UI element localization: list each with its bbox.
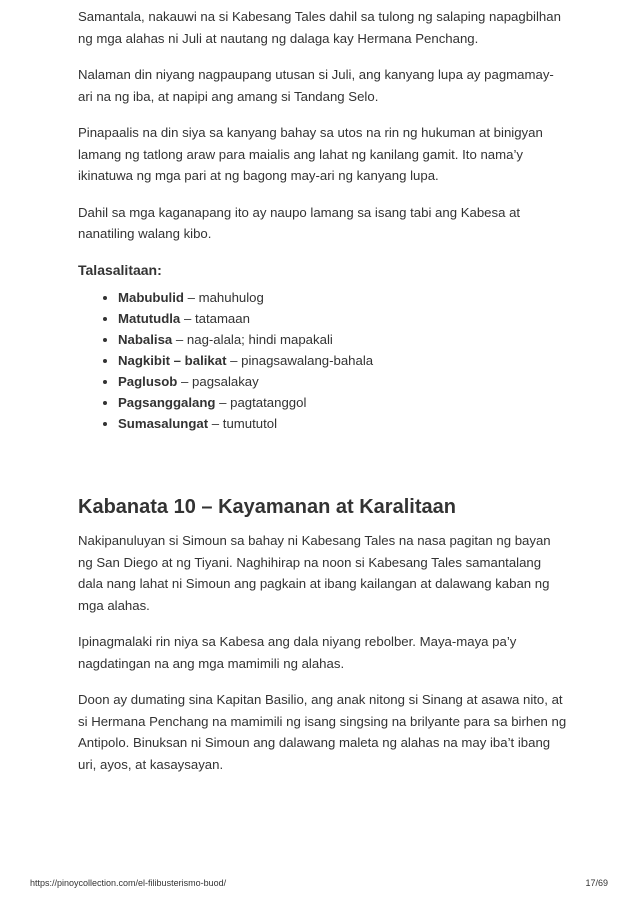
glossary-definition: – nag-alala; hindi mapakali — [172, 332, 333, 347]
glossary-definition: – tumututol — [208, 416, 278, 431]
list-item — [118, 287, 568, 308]
paragraph: Doon ay dumating sina Kapitan Basilio, ang anak nitong si Sinang at asawa nito, at si Hermana Penchang na mamimili ng isang singsing na brilyante para sa birhen ng Antipolo. Binuksan ni Simoun ang dalawang maleta ng alahas na may iba’t ibang uri, ayos, at kasaysayan. — [78, 692, 567, 772]
list-item — [118, 308, 568, 329]
glossary-definition: – tatamaan — [180, 311, 250, 326]
paragraph: Nakipanuluyan si Simoun sa bahay ni Kabesang Tales na nasa pagitan ng bayan ng San Diego at ng Tiyani. Naghihirap na noon si Kabesang Tales samantalang dala nang lahat ni Simoun ang pagkain at ibang kailangan at dalawang kaban ng mga alahas. — [78, 533, 551, 613]
list-item — [118, 392, 568, 413]
footer-url[interactable]: https://pinoycollection.com/el-filibusterismo-buod/ — [30, 878, 227, 888]
glossary-definition: – pagtatanggol — [215, 395, 307, 410]
glossary-heading: Talasalitaan: — [78, 261, 162, 278]
paragraph: Samantala, nakauwi na si Kabesang Tales dahil sa tulong ng salaping napagbilhan ng mga alahas ni Juli at nautang ng dalaga kay Hermana Penchang. — [78, 9, 561, 46]
glossary-term: Matutudla — [118, 311, 181, 326]
glossary-term: Sumasalungat — [118, 416, 209, 431]
glossary-definition: – mahuhulog — [183, 290, 264, 305]
paragraph: Pinapaalis na din siya sa kanyang bahay sa utos na rin ng hukuman at binigyan lamang ng tatlong araw para maialis ang lahat ng kanilang gamit. Ito nama’y ikinatuwa ng mga pari at ng bagong may-ari ng kanyang lupa. — [78, 125, 543, 183]
list-item — [118, 350, 568, 371]
glossary-term: Nabalisa — [118, 332, 173, 347]
glossary-term: Nagkibit – balikat — [118, 353, 227, 368]
paragraph: Dahil sa mga kaganapang ito ay naupo lamang sa isang tabi ang Kabesa at nanatiling walang kibo. — [78, 204, 521, 241]
glossary-term: Mabubulid — [118, 290, 184, 305]
list-item — [118, 413, 568, 434]
chapter-title: Kabanata 10 – Kayamanan at Karalitaan — [78, 496, 456, 518]
page-footer — [0, 876, 638, 892]
page-number: 17/69 — [585, 878, 608, 888]
paragraph: Ipinagmalaki rin niya sa Kabesa ang dala niyang rebolber. Maya-maya pa’y nagdatingan na ang mga mamimili ng alahas. — [78, 634, 517, 671]
paragraph: Nalaman din niyang nagpaupang utusan si Juli, ang kanyang lupa ay pagmamay-ari na ng iba, at napipi ang amang si Tandang Selo. — [78, 67, 554, 104]
page-content — [78, 6, 568, 790]
glossary-term: Pagsanggalang — [118, 395, 216, 410]
glossary-term: Paglusob — [118, 374, 178, 389]
glossary-definition: – pagsalakay — [177, 374, 259, 389]
list-item — [118, 371, 568, 392]
glossary-definition: – pinagsawalang-bahala — [226, 353, 374, 368]
glossary-list — [78, 287, 568, 434]
list-item — [118, 329, 568, 350]
